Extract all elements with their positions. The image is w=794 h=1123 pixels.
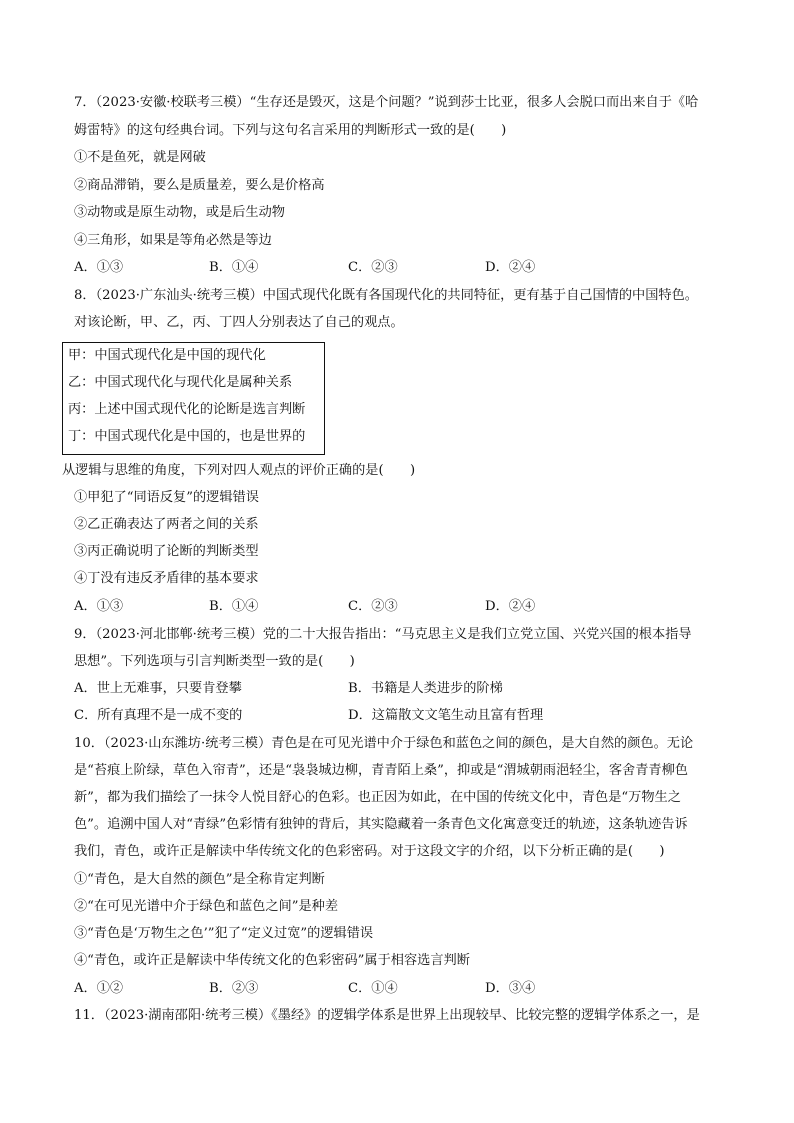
- question-10-line: 是“苔痕上阶绿，草色入帘青”，还是“袅袅城边柳，青青陌上桑”，抑或是“渭城朝雨浥轻尘，客舍青青柳色: [74, 763, 688, 778]
- question-7-item: ②商品滞销，要么是质量差，要么是价格高: [74, 178, 325, 193]
- question-10-item: ①“青色，是大自然的颜色”是全称肯定判断: [74, 872, 325, 887]
- question-9-option-c: C．所有真理不是一成不变的: [74, 708, 243, 723]
- question-7-option-d: D．②④: [485, 260, 536, 275]
- question-8-item: ①甲犯了“同语反复”的逻辑错误: [74, 490, 259, 505]
- question-8-item: ④丁没有违反矛盾律的基本要求: [74, 571, 259, 586]
- question-10-option-c: C．①④: [348, 981, 398, 996]
- question-8-item: ②乙正确表达了两者之间的关系: [74, 517, 259, 532]
- opinion-ding: 丁：中国式现代化是中国的，也是世界的: [68, 429, 306, 444]
- question-10-item: ②“在可见光谱中介于绿色和蓝色之间”是种差: [74, 899, 339, 914]
- question-8-item: ③丙正确说明了论断的判断类型: [74, 544, 259, 559]
- opinion-jia: 甲：中国式现代化是中国的现代化: [68, 348, 266, 363]
- question-7-line: 姆雷特》的这句经典台词。下列与这句名言采用的判断形式一致的是( ): [74, 123, 507, 138]
- question-10-option-d: D．③④: [485, 981, 536, 996]
- question-7-item: ③动物或是原生动物，或是后生动物: [74, 205, 285, 220]
- question-10-item: ③“青色是‘万物生之色’”犯了“定义过宽”的逻辑错误: [74, 926, 374, 941]
- question-7-option-b: B．①④: [209, 260, 259, 275]
- question-8-option-a: A．①③: [74, 599, 124, 614]
- question-7-option-a: A．①③: [74, 260, 124, 275]
- question-8-option-d: D．②④: [485, 599, 536, 614]
- question-8-prompt: 从逻辑与思维的角度，下列对四人观点的评价正确的是( ): [62, 463, 416, 478]
- question-8-option-c: C．②③: [348, 599, 398, 614]
- opinion-yi: 乙：中国式现代化与现代化是属种关系: [68, 375, 293, 390]
- question-7-line: 7．（2023·安徽·校联考三模）“生存还是毁灭，这是个问题？”说到莎士比亚，很多人会脱口而出来自于《哈: [74, 95, 699, 110]
- question-8-line: 8．（2023·广东汕头·统考三模）中国式现代化既有各国现代化的共同特征，更有基于自己国情的中国特色。: [74, 288, 698, 303]
- question-10-option-b: B．②③: [209, 981, 259, 996]
- question-10-line: 我们，青色，或许正是解读中华传统文化的色彩密码。对于这段文字的介绍，以下分析正确的是( ): [74, 844, 665, 859]
- opinion-bing: 丙：上述中国式现代化的论断是选言判断: [68, 402, 306, 417]
- question-10-item: ④“青色，或许正是解读中华传统文化的色彩密码”属于相容选言判断: [74, 953, 470, 968]
- question-9-option-b: B．书籍是人类进步的阶梯: [348, 681, 503, 696]
- question-7-option-c: C．②③: [348, 260, 398, 275]
- question-10-line: 新”，都为我们描绘了一抹令人悦目舒心的色彩。也正因为如此，在中国的传统文化中，青色是“万物生之: [74, 790, 681, 805]
- opinion-box: [62, 342, 325, 455]
- question-7-item: ④三角形，如果是等角必然是等边: [74, 233, 272, 248]
- question-9-line: 思想”。下列选项与引言判断类型一致的是( ): [74, 654, 355, 669]
- question-8-option-b: B．①④: [209, 599, 259, 614]
- question-9-line: 9．（2023·河北邯郸·统考三模）党的二十大报告指出：“马克思主义是我们立党立国、兴党兴国的根本指导: [74, 627, 692, 642]
- question-10-line: 10．（2023·山东潍坊·统考三模）青色是在可见光谱中介于绿色和蓝色之间的颜色，是大自然的颜色。无论: [74, 736, 694, 751]
- question-10-line: 色”。追溯中国人对“青绿”色彩情有独钟的背后，其实隐藏着一条青色文化寓意变迁的轨迹，这条轨迹告诉: [74, 817, 688, 832]
- question-11-line: 11．（2023·湖南邵阳·统考三模）《墨经》的逻辑学体系是世界上出现较早、比较完整的逻辑学体系之一，是: [74, 1008, 700, 1023]
- question-9-option-d: D．这篇散文文笔生动且富有哲理: [348, 708, 544, 723]
- question-8-line: 对该论断，甲、乙，丙、丁四人分别表达了自己的观点。: [74, 315, 404, 330]
- question-9-option-a: A．世上无难事，只要肯登攀: [74, 681, 242, 696]
- question-7-item: ①不是鱼死，就是网破: [74, 150, 206, 165]
- question-10-option-a: A．①②: [74, 981, 124, 996]
